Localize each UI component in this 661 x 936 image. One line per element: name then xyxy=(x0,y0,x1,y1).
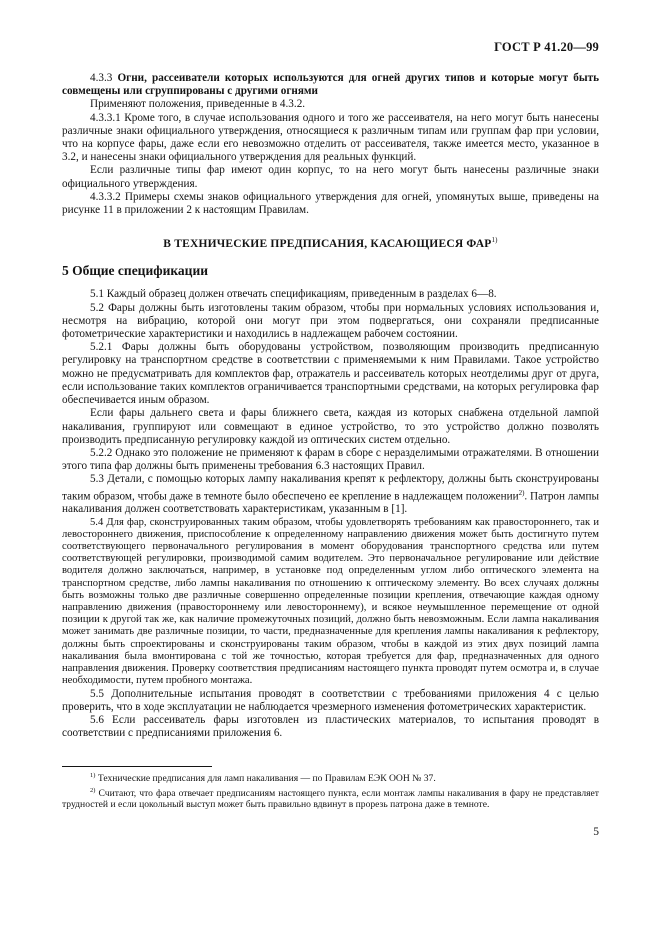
paragraph: 5.2 Фары должны быть изготовлены таким образом, чтобы при нормальных условиях использования и, несмотря на вибрацию, которой они могут при этом подвергаться, они сохраняли предписанные фотометрические характеристики и находились в надлежащем рабочем состоянии. xyxy=(62,301,599,341)
paragraph xyxy=(62,473,599,516)
paragraph: 5.4 Для фар, сконструированных таким образом, чтобы удовлетворять требованиям как правостороннего, так и левостороннего движения, приспособление к определенному направлению движения может быть достигнуто путем соответствующего первоначального регулирования в момент оборудования транспортного средства или путем соответствующей регулировки, производимой самим водителем. Это первоначальное регулирование или действие водителя должно заключаться, например, в установке под определенным углом либо оптического элемента на транспортном средстве, либо лампы накаливания по отношению к оптическому элементу. Во всех случаях должны быть возможны только две различные совершенно определенные позиции крепления, отвечающие каждая одному направлению движения (правостороннему или левостороннему), и всякое неумышленное перемещение от одной позиции к другой так же, как наличие промежуточных позиций, должно быть невозможным. Если лампа накаливания может занимать две различные позиции, то части, предназначенные для крепления лампы накаливания к рефлектору, должны быть спроектированы и сконструированы таким образом, чтобы в каждой из этих двух позиций лампа накаливания была вмонтирована с той же точностью, которая требуется для фар, предназначенных для одного направления движения. Проверку соответствия предписаниям настоящего пункта проводят путем осмотра и, в случае необходимости, путем пробного монтажа. xyxy=(62,516,599,687)
paragraph: 5.2.1 Фары должны быть оборудованы устройством, позволяющим производить предписанную регулировку на транспортном средстве в соответствии с применяемыми к ним Правилами. Такое устройство можно не предусматривать для комплектов фар, отражатель и рассеиватель которых неотделимы друг от друга, если использование таких комплектов ограничивается транспортными средствами, на которых регулировка фар обеспечивается иным образом. xyxy=(62,341,599,407)
paragraph-text: . Патрон лампы накаливания должен соответствовать характеристикам, указанным в [1]. xyxy=(62,490,599,516)
paragraph: Если различные типы фар имеют один корпус, то на него могут быть нанесены различные знаки официального утверждения. xyxy=(62,164,599,190)
page-number: 5 xyxy=(593,826,599,838)
paragraph: 5.6 Если рассеиватель фары изготовлен из пластических материалов, то испытания проводят в соответствии с предписаниями приложения 6. xyxy=(62,713,599,740)
paragraph: 4.3.3.1 Кроме того, в случае использования одного и того же рассеивателя, на него могут быть нанесены различные знаки официального утверждения, относящиеся к различным типам или группам фар при условии, что на корпусе фары, даже если его невозможно отделить от рассеивателя, также имеется место, указанное в 3.2, и нанесены знаки официального утверждения для реальных функций. xyxy=(62,111,599,164)
footnote-mark: 2) xyxy=(518,488,525,497)
footnote-mark: 1) xyxy=(90,772,96,779)
footnote-mark: 2) xyxy=(90,786,96,794)
paragraph: Применяют положения, приведенные в 4.3.2. xyxy=(90,98,306,111)
clause-title: Огни, рассеиватели которых используются для огней других типов и которые могут быть совмещены или сгруппированы с другими огнями xyxy=(62,72,599,98)
chapter-title: 5 Общие спецификации xyxy=(62,263,209,279)
clause-4-3-3-heading xyxy=(62,72,599,98)
paragraph: 5.1 Каждый образец должен отвечать спецификациям, приведенным в разделах 6—8. xyxy=(90,288,497,301)
clause-number: 4.3.3 xyxy=(90,72,113,84)
footnote xyxy=(62,785,599,811)
paragraph: 4.3.3.2 Примеры схемы знаков официального утверждения для огней, упомянутых выше, приведены на рисунке 11 в приложении 2 к настоящим Правилам. xyxy=(62,190,599,217)
paragraph-text: 5.3 Детали, с помощью которых лампу накаливания крепят к рефлектору, должны быть сконструированы таким образом, чтобы даже в темноте было обеспечено ее крепление в надлежащем положении xyxy=(62,473,599,503)
part-b-title xyxy=(62,234,599,251)
part-b-title-text: В ТЕХНИЧЕСКИЕ ПРЕДПИСАНИЯ, КАСАЮЩИЕСЯ ФАР xyxy=(163,238,492,251)
footnote-text: Считают, что фара отвечает предписаниям настоящего пункта, если монтаж лампы накаливания в фару не представляет трудностей и если цокольный выступ может быть правильно вдвинут в прорезь патрона даже в темноте. xyxy=(62,787,599,811)
footnotes xyxy=(62,770,599,811)
footnote xyxy=(62,770,599,785)
footnote-divider xyxy=(62,766,212,767)
footnote-text: Технические предписания для ламп накаливания — по Правилам ЕЭК ООН № 37. xyxy=(97,773,436,785)
footnote-mark: 1) xyxy=(491,236,498,245)
document-body xyxy=(62,72,599,740)
paragraph: Если фары дальнего света и фары ближнего света, каждая из которых снабжена отдельной лампой накаливания, группируют или совмещают в единое устройство, то это устройство должно позволять производить предписанную регулировку каждой из оптических систем отдельно. xyxy=(62,407,599,446)
paragraph: 5.5 Дополнительные испытания проводят в соответствии с требованиями приложения 4 с целью проверить, что в ходе эксплуатации не наблюдается чрезмерного изменения фотометрических характеристик. xyxy=(62,687,599,713)
paragraph: 5.2.2 Однако это положение не применяют к фарам в сборе с неразделимыми отражателями. В отношении этого типа фар должны быть применены требования 6.3 настоящих Правил. xyxy=(62,446,599,473)
standard-code-header: ГОСТ Р 41.20—99 xyxy=(494,40,599,54)
